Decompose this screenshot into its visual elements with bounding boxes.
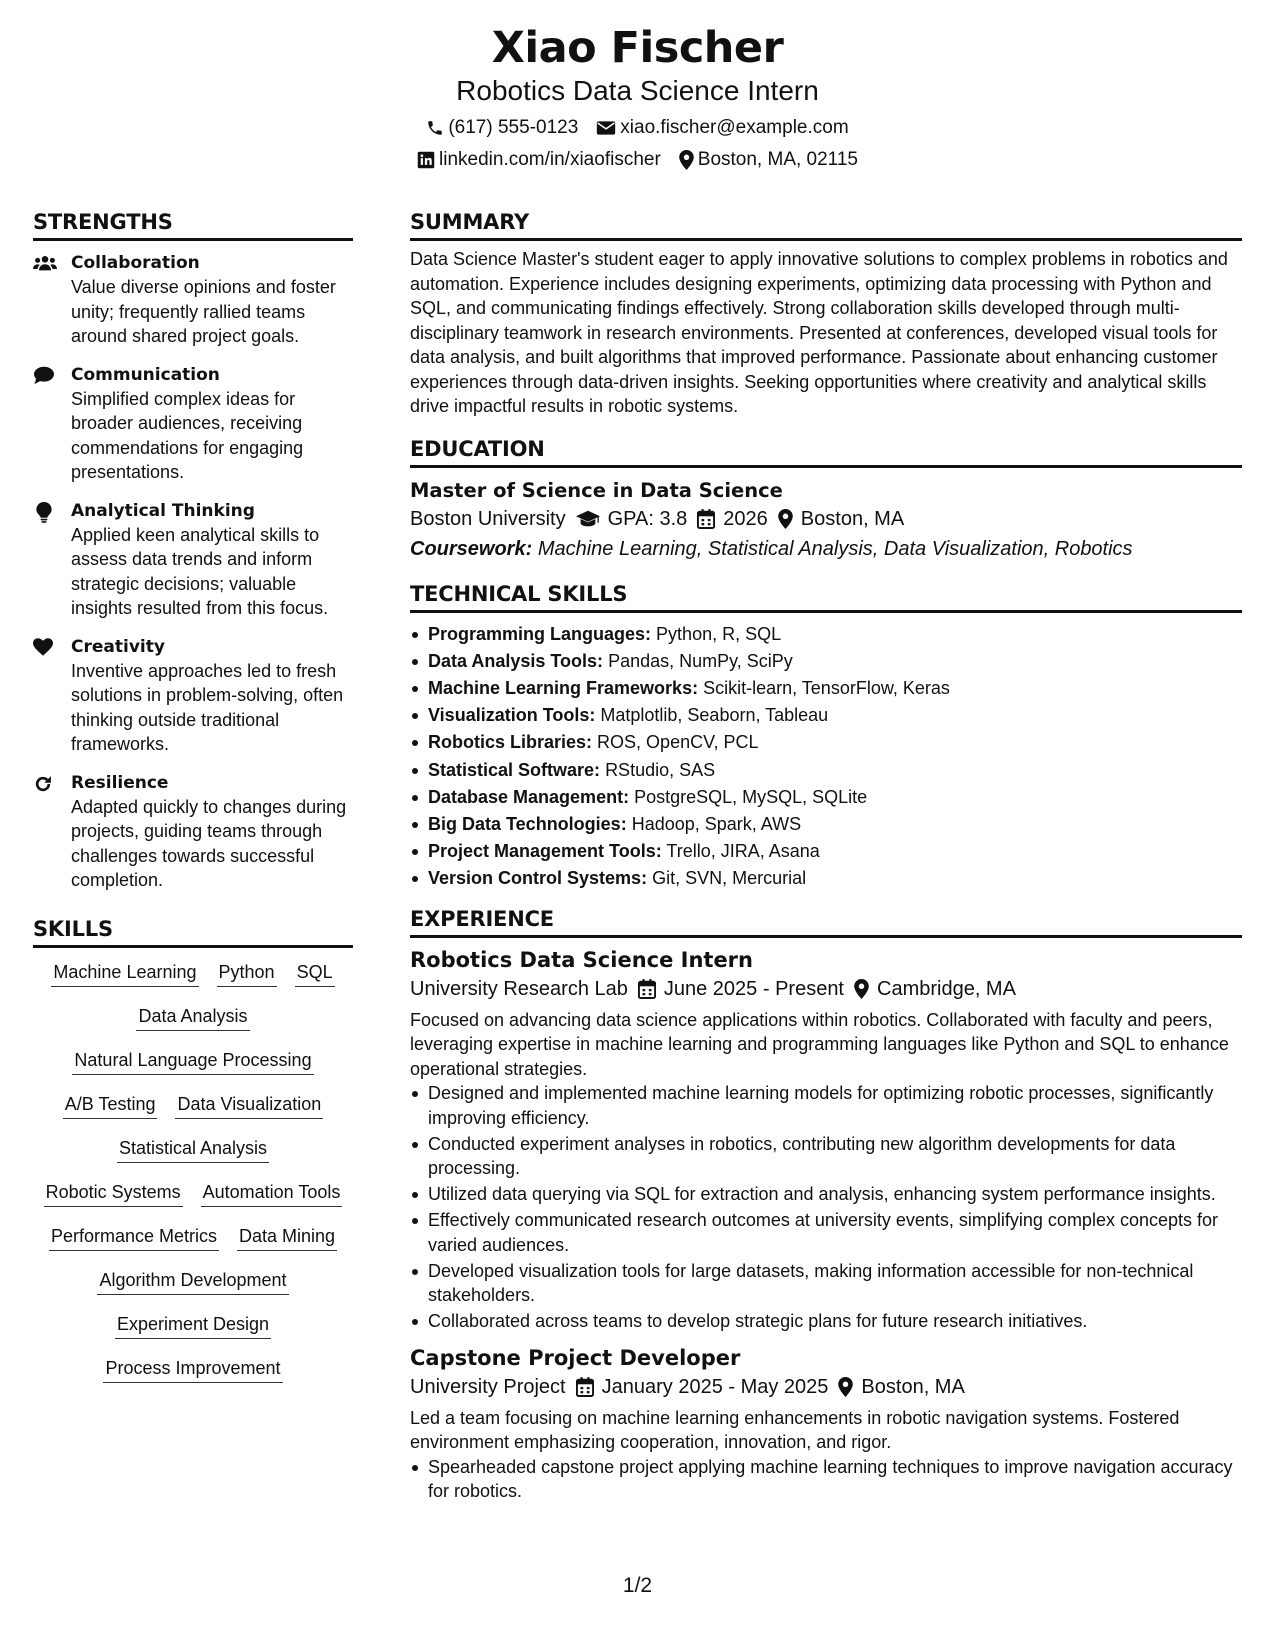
skill-tag: Python [217, 960, 277, 987]
technical-skill-item [410, 865, 1242, 892]
resume-header [0, 22, 1275, 172]
candidate-name: Xiao Fischer [491, 23, 784, 73]
summary-text: Data Science Master's student eager to apply innovative solutions to complex problems in robotics and automation. Experience includes designing experiments, optimizing data processing with Python and SQL, and communicating findings effectively. Strong collaboration skills developed through multi-disciplinary teamwork in research environments. Presented at conferences, developed visual tools for data analysis, and built algorithms that improved performance. Passionate about enhancing customer experiences through data-driven insights. Seeking opportunities where creativity and analytical skills drive impactful results in robotic systems. [410, 249, 1228, 416]
gpa-text: GPA: 3.8 [607, 507, 688, 530]
strengths-list [33, 251, 353, 893]
users-icon [33, 251, 57, 349]
skill-values: Git, SVN, Mercurial [652, 868, 807, 889]
job-meta [410, 1372, 1242, 1402]
strength-desc: Applied keen analytical skills to assess data trends and inform strategic decisions; valuable insights resulted from this focus. [71, 524, 329, 618]
skill-tag: Data Mining [237, 1224, 337, 1251]
skill-tag: Statistical Analysis [117, 1136, 269, 1163]
heart-icon [33, 635, 57, 757]
job-org: University Project [410, 1375, 566, 1398]
map-pin-icon [838, 1377, 853, 1397]
skill-category: Statistical Software: [428, 759, 601, 780]
email-text: xiao.fischer@example.com [620, 117, 849, 138]
job-bullet: Spearheaded capstone project applying machine learning techniques to improve navigation accuracy for robotics. [410, 1455, 1242, 1504]
job-bullet: Collaborated across teams to develop strategic plans for future research initiatives. [410, 1309, 1242, 1334]
job-description: Led a team focusing on machine learning enhancements in robotic navigation systems. Fostered environment emphasizing cooperation, innovation, and rigor. [410, 1407, 1180, 1453]
calendar-icon [576, 1377, 594, 1397]
envelope-icon [596, 120, 616, 136]
strength-item [33, 499, 353, 621]
linkedin-icon [417, 151, 435, 169]
skill-tag: Algorithm Development [97, 1268, 288, 1295]
skill-tag: Robotic Systems [44, 1180, 183, 1207]
strength-item [33, 771, 353, 893]
skill-tag: Data Analysis [136, 1004, 249, 1031]
job-bullet: Developed visualization tools for large datasets, making information accessible for non-technical stakeholders. [410, 1259, 1242, 1308]
skill-tag: Data Visualization [175, 1092, 323, 1119]
map-pin-icon [854, 979, 869, 999]
skill-values: Hadoop, Spark, AWS [631, 813, 802, 834]
degree-title: Master of Science in Data Science [410, 478, 783, 502]
skill-category: Database Management: [428, 786, 630, 807]
technical-skill-item [410, 838, 1242, 865]
skill-values: Matplotlib, Seaborn, Tableau [600, 705, 829, 726]
technical-skill-item [410, 757, 1242, 784]
skill-category: Programming Languages: [428, 623, 652, 644]
strength-title: Collaboration [71, 253, 200, 273]
summary-heading: SUMMARY [410, 208, 1242, 241]
job-location: Boston, MA [861, 1375, 965, 1398]
skill-values: Python, R, SQL [656, 623, 782, 644]
candidate-role: Robotics Data Science Intern [456, 75, 819, 106]
contact-row-2 [0, 148, 1275, 172]
education-heading: EDUCATION [410, 435, 1242, 468]
strengths-heading: STRENGTHS [33, 208, 353, 241]
chat-bubble-icon [33, 363, 57, 485]
skill-values: PostgreSQL, MySQL, SQLite [634, 786, 868, 807]
location-text: Boston, MA, 02115 [697, 149, 858, 170]
skill-tag: Natural Language Processing [72, 1048, 313, 1075]
job-bullets [410, 1081, 1242, 1334]
map-pin-icon [679, 150, 694, 170]
coursework [410, 534, 1242, 564]
skill-category: Visualization Tools: [428, 705, 596, 726]
graduation-year: 2026 [723, 507, 768, 530]
contact-row [0, 116, 1275, 140]
job-title: Capstone Project Developer [410, 1345, 741, 1370]
lightbulb-icon [33, 499, 57, 621]
linkedin-text: linkedin.com/in/xiaofischer [439, 149, 661, 170]
coursework-list: Machine Learning, Statistical Analysis, Data Visualization, Robotics [537, 537, 1133, 560]
technical-skill-item [410, 811, 1242, 838]
technical-skill-item [410, 784, 1242, 811]
skill-category: Robotics Libraries: [428, 732, 593, 753]
job-org: University Research Lab [410, 977, 628, 1000]
contact-email[interactable] [596, 116, 848, 140]
contact-linkedin[interactable] [417, 148, 661, 172]
strength-item [33, 635, 353, 757]
strength-item [33, 251, 353, 349]
skill-category: Version Control Systems: [428, 868, 648, 889]
technical-skill-item [410, 729, 1242, 756]
technical-skills-list [410, 621, 1242, 893]
refresh-icon [33, 771, 57, 893]
job-meta [410, 974, 1242, 1004]
skill-category: Big Data Technologies: [428, 813, 627, 834]
calendar-icon [638, 979, 656, 999]
job-bullet: Conducted experiment analyses in robotics, contributing new algorithm developments for data processing. [410, 1132, 1242, 1181]
skill-category: Project Management Tools: [428, 841, 662, 862]
strength-desc: Inventive approaches led to fresh solutions in problem-solving, often thinking outside traditional frameworks. [71, 660, 344, 754]
skills-tags [43, 960, 343, 1383]
skill-values: RStudio, SAS [605, 759, 716, 780]
job-bullet: Designed and implemented machine learning models for optimizing robotic processes, significantly improving efficiency. [410, 1081, 1242, 1130]
skill-tag: Performance Metrics [49, 1224, 219, 1251]
technical-skill-item [410, 702, 1242, 729]
skill-values: Trello, JIRA, Asana [666, 841, 820, 862]
job-bullet: Utilized data querying via SQL for extraction and analysis, enhancing system performance insights. [410, 1182, 1242, 1207]
skills-heading: SKILLS [33, 915, 353, 948]
skill-tag: Automation Tools [201, 1180, 343, 1207]
strength-title: Communication [71, 364, 220, 385]
phone-text: (617) 555-0123 [448, 117, 579, 138]
strength-desc: Value diverse opinions and foster unity; frequently rallied teams around shared project goals. [71, 277, 336, 346]
job-title: Robotics Data Science Intern [410, 947, 753, 972]
calendar-icon [697, 509, 715, 529]
job-dates: January 2025 - May 2025 [601, 1375, 829, 1398]
technical-skill-item [410, 621, 1242, 648]
strength-title: Resilience [71, 772, 169, 793]
skill-values: Scikit-learn, TensorFlow, Keras [703, 677, 950, 698]
skill-tag: Experiment Design [115, 1312, 271, 1339]
strength-item [33, 363, 353, 485]
education-location: Boston, MA [800, 507, 905, 530]
skill-category: Data Analysis Tools: [428, 650, 604, 671]
strength-desc: Adapted quickly to changes during projects, guiding teams through challenges towards successful completion. [71, 796, 347, 890]
job-entry [410, 946, 1242, 1334]
strength-desc: Simplified complex ideas for broader audiences, receiving commendations for engaging presentations. [71, 388, 304, 482]
page-number: 1/2 [622, 1574, 653, 1597]
left-column [33, 208, 353, 1383]
skill-tag: SQL [295, 960, 335, 987]
job-description: Focused on advancing data science applications within robotics. Collaborated with faculty and peers, leveraging expertise in machine learning and programming languages like Python and SQL to enhance operational strategies. [410, 1009, 1229, 1079]
phone-icon [426, 119, 444, 137]
technical-skills-heading: TECHNICAL SKILLS [410, 580, 1242, 613]
strength-title: Analytical Thinking [71, 500, 255, 521]
graduation-cap-icon [576, 510, 600, 528]
strength-title: Creativity [71, 636, 165, 657]
skill-values: ROS, OpenCV, PCL [597, 732, 759, 753]
school-name: Boston University [410, 507, 566, 530]
job-dates: June 2025 - Present [663, 977, 844, 1000]
job-location: Cambridge, MA [877, 977, 1016, 1000]
skill-tag: Machine Learning [51, 960, 198, 987]
skill-values: Pandas, NumPy, SciPy [608, 650, 793, 671]
technical-skill-item [410, 675, 1242, 702]
skill-category: Machine Learning Frameworks: [428, 677, 699, 698]
contact-phone[interactable] [426, 116, 578, 140]
right-column [410, 208, 1242, 1505]
education-meta [410, 504, 1242, 534]
job-bullets [410, 1455, 1242, 1504]
skill-tag: A/B Testing [63, 1092, 158, 1119]
contact-location [679, 148, 858, 172]
experience-heading: EXPERIENCE [410, 905, 1242, 938]
technical-skill-item [410, 648, 1242, 675]
job-entry [410, 1344, 1242, 1504]
job-bullet: Effectively communicated research outcomes at university events, simplifying complex concepts for varied audiences. [410, 1208, 1242, 1257]
skill-tag: Process Improvement [103, 1356, 282, 1383]
coursework-label: Coursework: [410, 537, 533, 560]
map-pin-icon [778, 509, 793, 529]
